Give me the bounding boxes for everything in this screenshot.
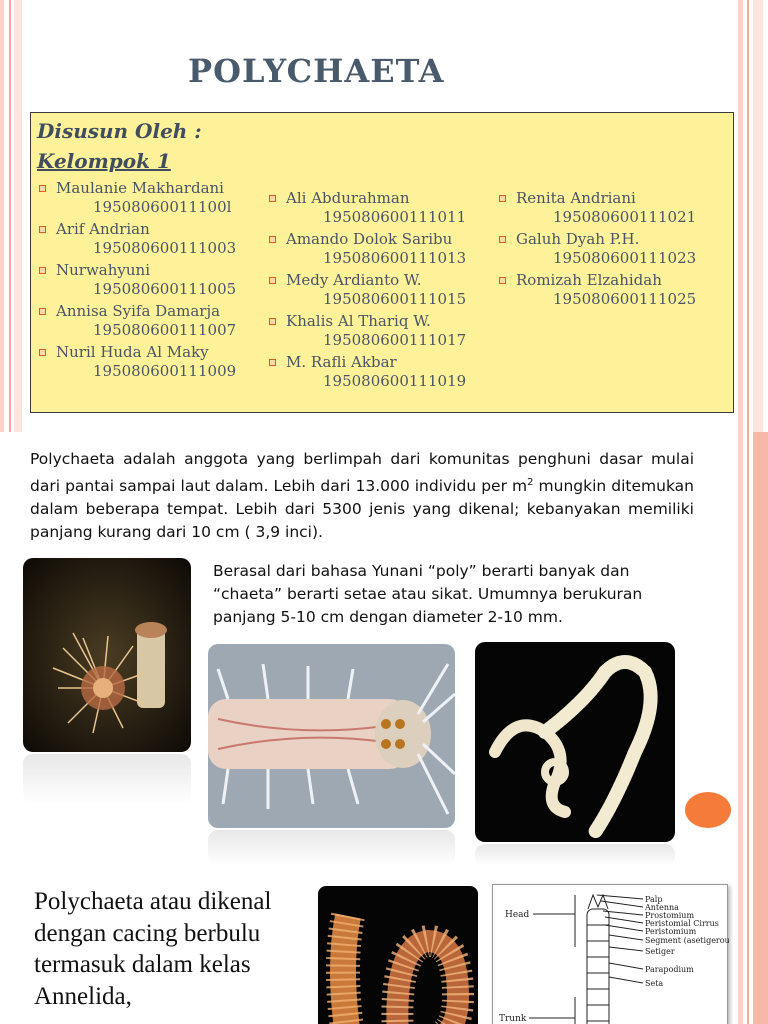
white-worm-photo	[475, 642, 675, 842]
member-id: 195080600111023	[553, 249, 697, 267]
square-bullet-icon	[499, 277, 506, 284]
square-bullet-icon	[39, 349, 46, 356]
right-stripe	[753, 0, 763, 432]
member-name: Medy Ardianto W.	[286, 271, 422, 289]
member-name: Amando Dolok Saribu	[286, 230, 453, 248]
group-members-box	[30, 112, 734, 413]
member-id: 195080600111019	[323, 372, 467, 390]
right-stripe	[738, 432, 743, 866]
square-bullet-icon	[39, 185, 46, 192]
right-stripe	[747, 0, 749, 432]
page-title: POLYCHAETA	[188, 52, 445, 90]
etymology-paragraph: Berasal dari bahasa Yunani “poly” berarti banyak dan “chaeta” berarti setae atau sikat. Umumnya berukuran panjang 5-10 cm dengan diameter 2-10 mm.	[213, 562, 643, 626]
square-bullet-icon	[39, 226, 46, 233]
square-bullet-icon	[39, 267, 46, 274]
fan-worm-photo	[23, 558, 191, 752]
member-id: 195080600111017	[323, 331, 467, 349]
member-name: Khalis Al Thariq W.	[286, 312, 431, 330]
square-bullet-icon	[499, 195, 506, 202]
slide-title	[0, 0, 768, 432]
member-item	[495, 230, 696, 268]
member-item	[265, 312, 466, 350]
right-stripe	[753, 432, 768, 866]
member-name: Nurwahyuni	[56, 261, 150, 279]
member-id: 195080600111003	[93, 239, 237, 257]
member-name: Romizah Elzahidah	[516, 271, 662, 289]
member-id: 195080600111025	[553, 290, 697, 308]
left-stripe	[0, 0, 4, 432]
member-id: 195080600111007	[93, 321, 237, 339]
square-bullet-icon	[39, 308, 46, 315]
member-id: 195080600111013	[323, 249, 467, 267]
member-column-3	[495, 189, 696, 312]
label-prostomium: Prostomium	[645, 911, 695, 920]
left-stripe	[14, 0, 22, 432]
right-stripe	[753, 866, 768, 1024]
member-id: 195080600111015	[323, 290, 467, 308]
square-bullet-icon	[269, 236, 276, 243]
intro-paragraph	[30, 448, 694, 544]
group-label: Kelompok 1	[37, 149, 171, 173]
member-name: Annisa Syifa Damarja	[56, 302, 221, 320]
label-trunk: Trunk	[499, 1014, 527, 1024]
member-item	[265, 230, 466, 268]
member-item	[35, 343, 236, 381]
member-id: 195080600111011	[323, 208, 467, 226]
square-bullet-icon	[269, 195, 276, 202]
member-id: 19508060011100l	[93, 198, 232, 216]
member-item	[35, 179, 236, 217]
right-stripe	[747, 866, 749, 1024]
right-stripe	[747, 432, 749, 866]
photo-reflection	[208, 830, 455, 866]
member-item	[35, 302, 236, 340]
anatomy-diagram	[492, 884, 728, 1024]
label-seta: Seta	[645, 979, 664, 988]
fan-worm-image	[23, 558, 191, 752]
worm-anatomy-drawing	[493, 885, 729, 1024]
member-item	[495, 271, 696, 309]
member-name: Arif Andrian	[56, 220, 150, 238]
square-bullet-icon	[269, 277, 276, 284]
member-item	[495, 189, 696, 227]
square-bullet-icon	[499, 236, 506, 243]
right-stripe	[738, 866, 743, 1024]
label-peristomial-cirrus: Peristomial Cirrus	[645, 919, 719, 928]
label-peristomium: Peristomium	[645, 927, 697, 936]
label-head: Head	[505, 910, 530, 920]
photo-reflection	[475, 844, 675, 866]
bristle-worm-image	[318, 886, 478, 1024]
classification-text: Polychaeta atau dikenal dengan cacing berbulu termasuk dalam kelas Annelida,	[34, 888, 272, 1010]
member-name: Renita Andriani	[516, 189, 636, 207]
member-item	[35, 220, 236, 258]
label-segment: Segment (asetigerous)	[645, 936, 729, 945]
orange-circle-decoration	[685, 792, 731, 828]
intro-text: Polychaeta adalah anggota yang berlimpah dari komunitas penghuni dasar mulai dari pantai sampai laut dalam. Lebih dari 13.000 individu per m	[30, 450, 694, 496]
label-setiger: Setiger	[645, 947, 675, 956]
member-name: Maulanie Makhardani	[56, 179, 224, 197]
slide-description	[0, 432, 768, 866]
worm-segment-image	[208, 644, 455, 828]
member-name: Ali Abdurahman	[286, 189, 410, 207]
compiled-by-label: Disusun Oleh :	[37, 119, 202, 143]
slide-classification	[0, 866, 768, 1024]
right-stripe	[738, 0, 743, 432]
white-worm-image	[475, 642, 675, 842]
worm-microscope-photo	[208, 644, 455, 828]
member-item	[265, 271, 466, 309]
square-bullet-icon	[269, 359, 276, 366]
member-id: 195080600111009	[93, 362, 237, 380]
intro-text-rest: mungkin ditemukan dalam beberapa tempat. Lebih dari 5300 jenis yang dikenal; kebanyakan memiliki panjang kurang dari 10 cm ( 3,9 inci).	[30, 477, 694, 542]
member-column-1	[35, 179, 236, 384]
superscript-2: 2	[527, 477, 534, 488]
member-id: 195080600111005	[93, 280, 237, 298]
member-item	[265, 189, 466, 227]
bristle-worm-photo	[318, 886, 478, 1024]
label-palp: Palp	[645, 895, 663, 904]
label-parapodium: Parapodium	[645, 965, 694, 974]
member-name: M. Rafli Akbar	[286, 353, 397, 371]
member-item	[265, 353, 466, 391]
square-bullet-icon	[269, 318, 276, 325]
member-column-2	[265, 189, 466, 394]
member-name: Nuril Huda Al Maky	[56, 343, 209, 361]
member-id: 195080600111021	[553, 208, 697, 226]
member-item	[35, 261, 236, 299]
member-name: Galuh Dyah P.H.	[516, 230, 640, 248]
left-stripe	[9, 0, 11, 432]
label-antenna: Antenna	[645, 903, 679, 912]
photo-reflection	[23, 754, 191, 804]
